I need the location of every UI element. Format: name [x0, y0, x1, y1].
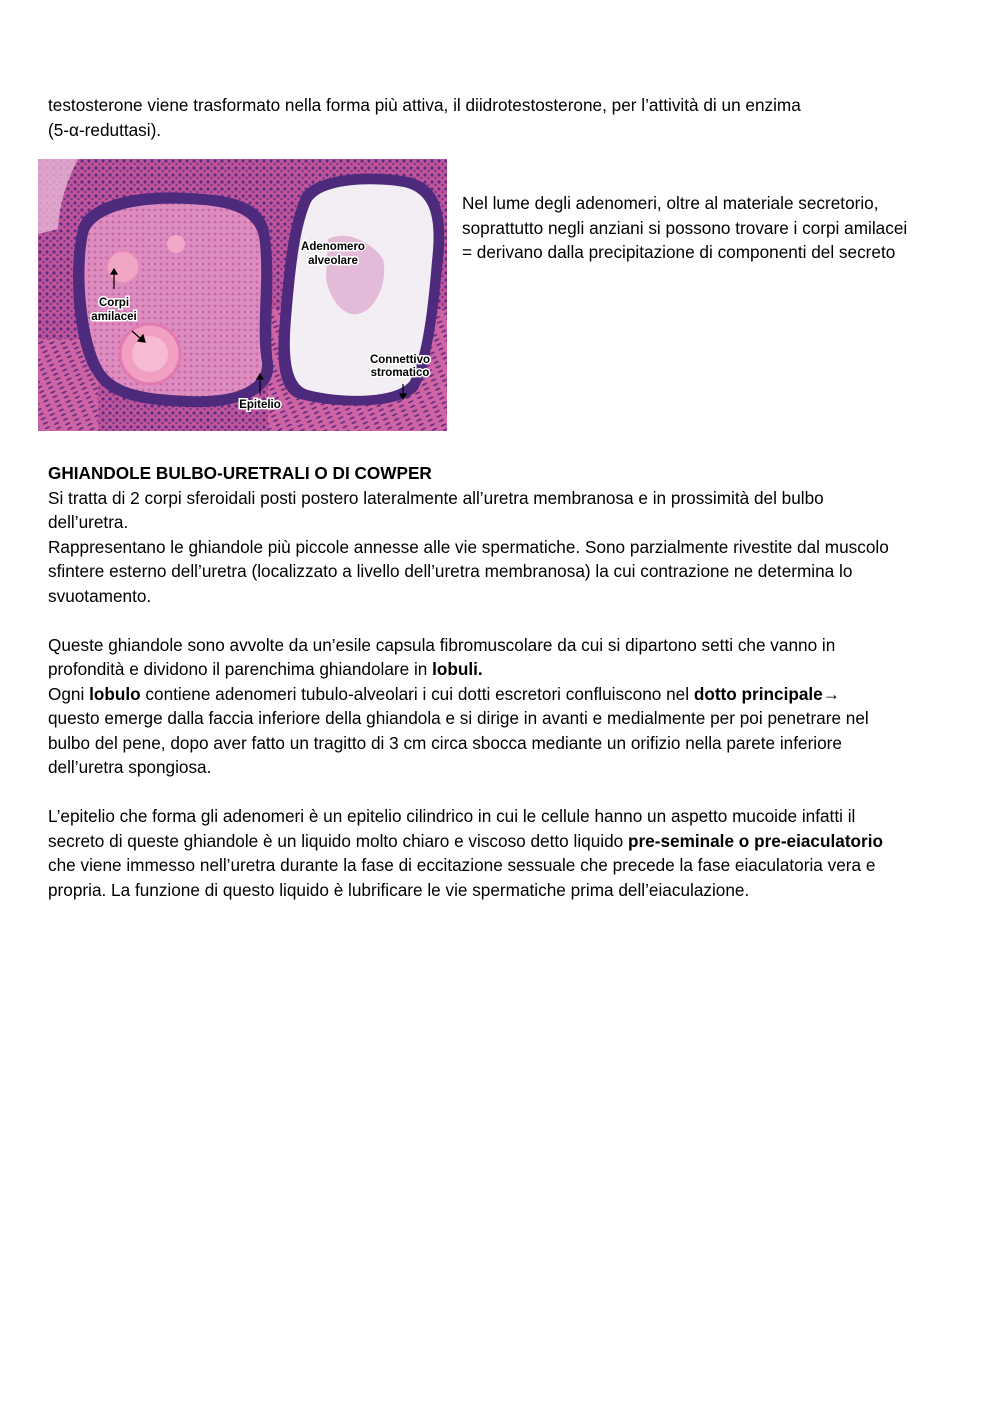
blank-line: [48, 608, 958, 633]
p2-line-4: questo emerge dalla faccia inferiore della ghiandola e si dirige in avanti e medialmente per poi penetrare nel: [48, 708, 869, 728]
dotto-principale-term: dotto principale→: [693, 683, 840, 704]
p1-line-1: Si tratta di 2 corpi sferoidali posti postero lateralmente all’uretra membranosa e in prossimità del bulbo: [48, 487, 824, 508]
p1-line-2: dell’uretra.: [48, 512, 129, 532]
p2-line-3-a: Ogni: [48, 683, 90, 704]
figure-caption: [462, 191, 962, 265]
label-corpi-line2: amilacei: [91, 311, 137, 323]
caption-line-2: soprattutto negli anziani si possono trovare i corpi amilacei: [462, 217, 908, 238]
caption-line-3: = derivano dalla precipitazione di componenti del secreto: [462, 242, 896, 262]
caption-line-1: Nel lume degli adenomeri, oltre al materiale secretorio,: [462, 193, 879, 213]
p3-line-2: [48, 829, 958, 854]
p1-line-3: Rappresentano le ghiandole più piccole annesse alle vie spermatiche. Sono parzialmente rivestite dal muscolo: [48, 536, 889, 557]
intro-paragraph: [48, 93, 958, 142]
p2-line-3: [48, 682, 958, 707]
p3-line-3: che viene immesso nell’uretra durante la fase di eccitazione sessuale che precede la fase eiaculatoria vera e: [48, 855, 876, 875]
blank-line: [48, 780, 958, 805]
pre-seminale-term: pre-seminale o pre-eiaculatorio: [627, 830, 884, 851]
label-corpi-line1: Corpi: [98, 297, 130, 309]
p2-line-2-text: profondità e dividono il parenchima ghiandolare in: [48, 659, 433, 679]
intro-line-1: testosterone viene trasformato nella forma più attiva, il diidrotestosterone, per l’attività di un enzima: [48, 95, 801, 115]
p1-line-5: svuotamento.: [48, 585, 152, 606]
p3-line-1: L’epitelio che forma gli adenomeri è un epitelio cilindrico in cui le cellule hanno un aspetto mucoide infatti il: [48, 806, 856, 826]
p2-line-3-c: contiene adenomeri tubulo-alveolari i cui dotti escretori confluiscono nel: [140, 683, 694, 704]
section-cowper: [48, 461, 958, 902]
p2-line-1: Queste ghiandole sono avvolte da un’esile capsula fibromuscolare da cui si dipartono setti che vanno in: [48, 634, 836, 655]
intro-line-2: (5-α-reduttasi).: [48, 119, 162, 140]
label-connettivo-line1: Connettivo: [369, 354, 431, 366]
section-heading: GHIANDOLE BULBO-URETRALI O DI COWPER: [48, 463, 432, 483]
label-connettivo-line2: stromatico: [370, 367, 430, 379]
label-epitelio: Epitelio: [239, 399, 281, 411]
p2-line-2: [48, 657, 958, 682]
p2-line-5: bulbo del pene, dopo aver fatto un tragitto di 3 cm circa sbocca mediante un orifizio nella parete inferiore: [48, 732, 842, 753]
label-adenomero-line2: alveolare: [308, 255, 358, 267]
lobulo-term: lobulo: [89, 683, 141, 704]
p3-line-4: propria. La funzione di questo liquido è lubrificare le vie spermatiche prima dell’eiaculazione.: [48, 879, 750, 900]
p3-line-2-text: secreto di queste ghiandole è un liquido molto chiaro e viscoso detto liquido: [48, 830, 628, 851]
lobuli-term: lobuli.: [432, 659, 483, 679]
p1-line-4: sfintere esterno dell’uretra (localizzato a livello dell’uretra membranosa) la cui contrazione ne determina lo: [48, 561, 853, 581]
label-adenomero-line1: Adenomero: [301, 241, 365, 253]
histology-micrograph: [38, 159, 447, 431]
p2-line-6: dell’uretra spongiosa.: [48, 757, 212, 777]
